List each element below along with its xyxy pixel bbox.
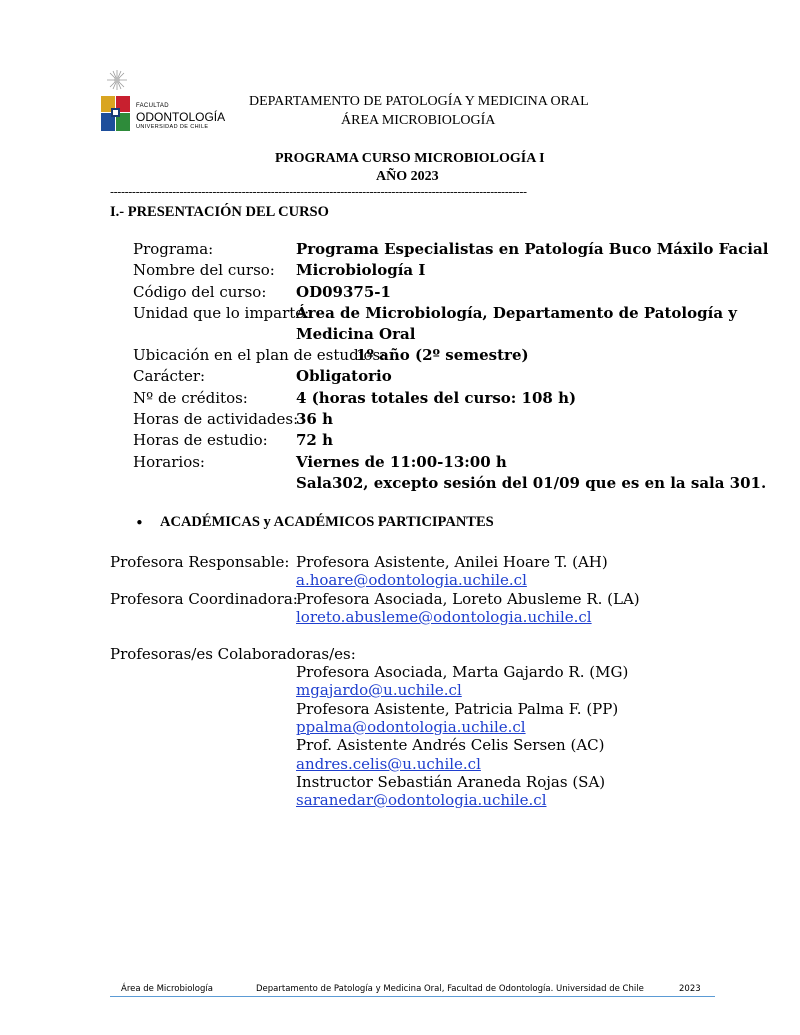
- section-heading: I.- PRESENTACIÓN DEL CURSO: [110, 204, 329, 220]
- shield-icon: [101, 96, 130, 131]
- programa-value: Programa Especialistas en Patología Buco Máxilo Facial: [296, 240, 769, 258]
- colaborador-name: Profesora Asistente, Patricia Palma F. (PP): [296, 700, 619, 718]
- coordinadora-label: Profesora Coordinadora:: [110, 590, 298, 608]
- nombre-label: Nombre del curso:: [133, 261, 275, 279]
- colaborador-email-link[interactable]: andres.celis@u.uchile.cl: [296, 755, 481, 773]
- estudio-value: 72 h: [296, 431, 334, 449]
- caracter-value: Obligatorio: [296, 367, 392, 385]
- estudio-label: Horas de estudio:: [133, 431, 268, 449]
- colaboradores-label: Profesoras/es Colaboradoras/es:: [110, 645, 356, 663]
- logo-line2: ODONTOLOGÍA: [136, 110, 226, 124]
- creditos-value: 4 (horas totales del curso: 108 h): [296, 389, 577, 407]
- responsable-label: Profesora Responsable:: [110, 553, 290, 571]
- ubicacion-value: 1º año (2º semestre): [356, 346, 529, 364]
- logo-line1: FACULTAD: [136, 103, 169, 109]
- area-header: ÁREA MICROBIOLOGÍA: [341, 113, 496, 128]
- nombre-value: Microbiología I: [296, 261, 426, 279]
- logo-line3: UNIVERSIDAD DE CHILE: [136, 124, 209, 130]
- actividades-value: 36 h: [296, 410, 334, 428]
- footer-right: 2023: [679, 984, 701, 994]
- unidad-label: Unidad que lo imparte:: [133, 304, 310, 322]
- bullet-icon: •: [135, 514, 144, 532]
- colaborador-name: Prof. Asistente Andrés Celis Sersen (AC): [296, 736, 605, 754]
- coordinadora-name: Profesora Asociada, Loreto Abusleme R. (LA): [296, 590, 640, 608]
- unidad-value-line1: Área de Microbiología, Departamento de Patología y: [296, 304, 737, 322]
- horarios-value-line1: Viernes de 11:00-13:00 h: [296, 453, 507, 471]
- responsable-name: Profesora Asistente, Anilei Hoare T. (AH): [296, 553, 608, 571]
- program-year: AÑO 2023: [376, 169, 439, 184]
- codigo-label: Código del curso:: [133, 283, 267, 301]
- caracter-label: Carácter:: [133, 367, 206, 385]
- horarios-value-line2: Sala302, excepto sesión del 01/09 que es en la sala 301.: [296, 474, 767, 492]
- footer-left: Área de Microbiología: [121, 984, 213, 994]
- colaborador-email-link[interactable]: ppalma@odontologia.uchile.cl: [296, 718, 526, 736]
- horarios-label: Horarios:: [133, 453, 205, 471]
- footer-rule: [110, 996, 715, 997]
- colaborador-name: Instructor Sebastián Araneda Rojas (SA): [296, 773, 606, 791]
- program-title: PROGRAMA CURSO MICROBIOLOGÍA I: [275, 151, 545, 166]
- unidad-value-line2: Medicina Oral: [296, 325, 416, 343]
- creditos-label: Nº de créditos:: [133, 389, 248, 407]
- logo-text: [136, 103, 225, 131]
- coordinadora-email-link[interactable]: loreto.abusleme@odontologia.uchile.cl: [296, 608, 592, 626]
- programa-label: Programa:: [133, 240, 214, 258]
- colaborador-email-link[interactable]: saranedar@odontologia.uchile.cl: [296, 791, 547, 809]
- divider-line: ------------------------------------------------------------------------------------------------------------------: [110, 185, 527, 199]
- actividades-label: Horas de actividades:: [133, 410, 299, 428]
- codigo-value: OD09375-1: [296, 283, 391, 301]
- ubicacion-label: Ubicación en el plan de estudios:: [133, 346, 386, 364]
- responsable-email-link[interactable]: a.hoare@odontologia.uchile.cl: [296, 571, 527, 589]
- academicos-heading: ACADÉMICAS y ACADÉMICOS PARTICIPANTES: [160, 514, 494, 530]
- department-header: DEPARTAMENTO DE PATOLOGÍA Y MEDICINA ORAL: [249, 94, 589, 109]
- colaborador-email-link[interactable]: mgajardo@u.uchile.cl: [296, 681, 462, 699]
- footer-center: Departamento de Patología y Medicina Oral, Facultad de Odontología. Universidad de Chile: [256, 984, 644, 994]
- colaborador-name: Profesora Asociada, Marta Gajardo R. (MG): [296, 663, 629, 681]
